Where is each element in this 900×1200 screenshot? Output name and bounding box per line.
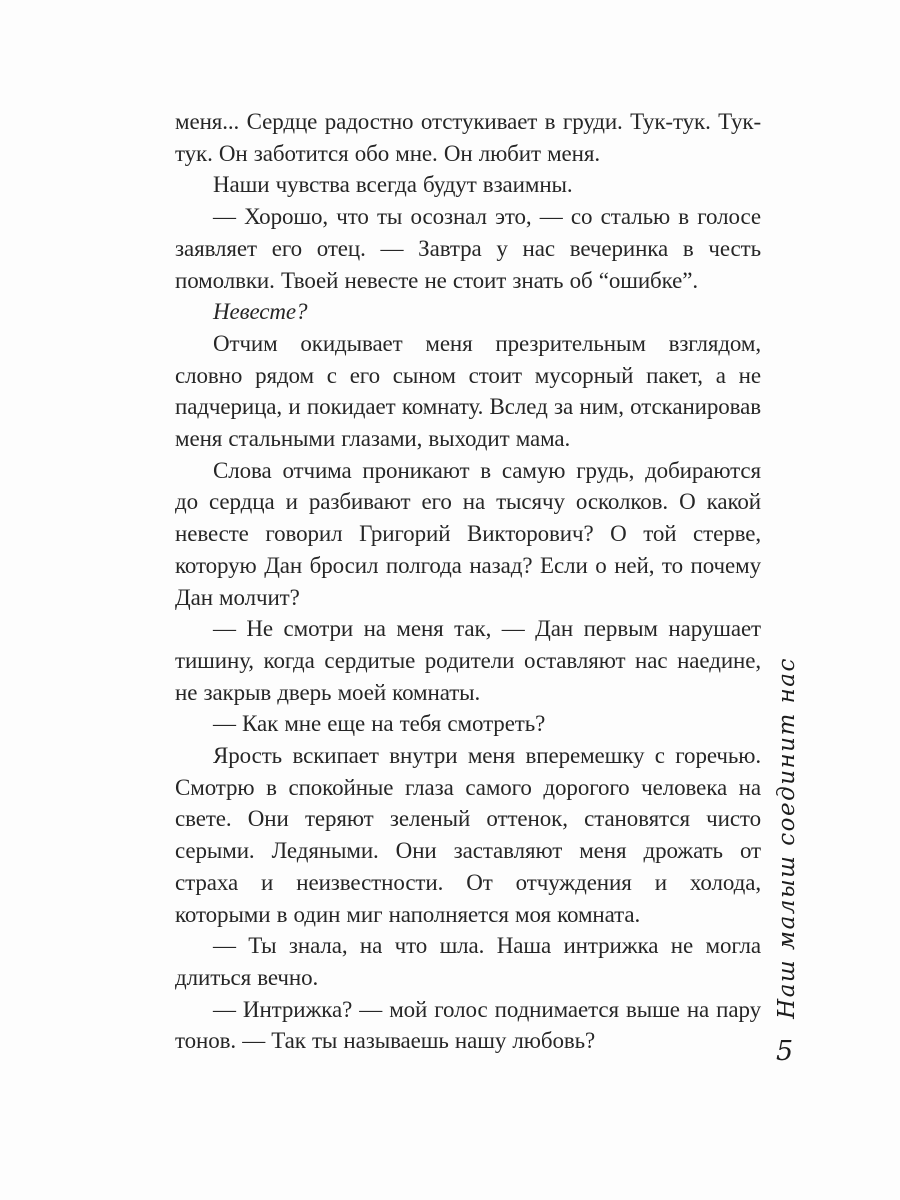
- paragraph: — Ты знала, на что шла. Наша интрижка не могла длиться вечно.: [175, 933, 761, 990]
- paragraph: — Не смотри на меня так, — Дан первым нарушает тишину, когда сердитые родители оставляют нас наедине, не закрыв дверь моей комнаты.: [175, 616, 761, 705]
- margin-title-vertical: Наш малыш соединит нас: [774, 657, 800, 1019]
- paragraph: Слова отчима проникают в самую грудь, добираются до сердца и разбивают его на тысячу осколков. О какой невесте говорил Григорий Викторович? О той стерве, которую Дан бросил полгода назад? Если о ней, то почему Дан молчит?: [175, 457, 761, 610]
- paragraph: — Как мне еще на тебя смотреть?: [213, 711, 546, 737]
- paragraph-inner-thought: Невесте?: [213, 299, 308, 325]
- paragraph: — Интрижка? — мой голос поднимается выше на пару тонов. — Так ты называешь нашу любовь?: [175, 996, 761, 1054]
- paragraph: Ярость вскипает внутри меня вперемешку с горечью. Смотрю в спокойные глаза самого дорогого человека на свете. Они теряют зеленый оттенок, становятся чисто серыми. Ледяными. Они заставляют меня дрожать от страха и неизвестности. От отчуждения и холода, которыми в один миг наполняется моя комната.: [175, 743, 761, 927]
- paragraph: Наши чувства всегда будут взаимны.: [213, 172, 573, 198]
- page-number: 5: [776, 1036, 794, 1067]
- paragraph: Отчим окидывает меня презрительным взглядом, словно рядом с его сыном стоит мусорный пакет, а не падчерица, и покидает комнату. Вслед за ним, отсканировав меня стальными глазами, выходит мама.: [175, 330, 761, 452]
- paragraph: — Хорошо, что ты осознал это, — со сталью в голосе заявляет его отец. — Завтра у нас вечеринка в честь помолвки. Твоей невесте не стоит знать об “ошибке”.: [175, 204, 761, 293]
- body-text-block: [175, 106, 761, 1057]
- paragraph: меня... Сердце радостно отстукивает в груди. Тук-тук. Тук-тук. Он заботится обо мне. Он любит меня.: [175, 109, 761, 166]
